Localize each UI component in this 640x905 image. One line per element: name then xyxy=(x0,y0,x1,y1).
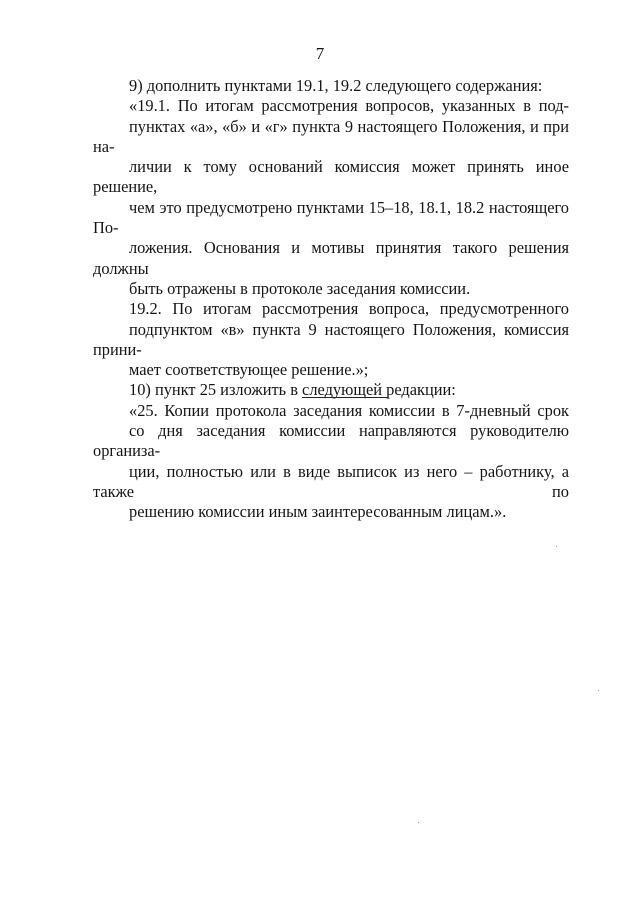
text-line: мает соответствующее решение.»; xyxy=(129,360,369,380)
text-line: ложения. Основания и мотивы принятия такого решения должны xyxy=(93,238,569,278)
text-line: пунктах «а», «б» и «г» пункта 9 настоящего Положения, и при на- xyxy=(93,116,569,156)
text-line: 19.2. По итогам рассмотрения вопроса, предусмотренного xyxy=(129,299,569,319)
paragraph-19-2 xyxy=(93,299,569,380)
scan-speck xyxy=(598,690,599,691)
document-body xyxy=(93,76,569,523)
paragraph-19-1 xyxy=(93,96,569,299)
text-line: решению комиссии иным заинтересованным лицам.». xyxy=(129,502,507,522)
text-line: 10) пункт 25 изложить в следующей редакции: xyxy=(129,380,456,400)
text-line: личии к тому оснований комиссия может принять иное решение, xyxy=(93,157,569,197)
text-line: «25. Копии протокола заседания комиссии в 7-дневный срок xyxy=(129,400,569,420)
text-line: «19.1. По итогам рассмотрения вопросов, указанных в под- xyxy=(129,96,569,116)
text-line: быть отражены в протоколе заседания комиссии. xyxy=(129,278,471,298)
text-line: со дня заседания комиссии направляются руководителю организа- xyxy=(93,421,569,461)
paragraph-25 xyxy=(93,401,569,523)
end-separator-line xyxy=(302,397,388,398)
scan-speck xyxy=(418,822,419,823)
text-line: ции, полностью или в виде выписок из него – работнику, а также по xyxy=(93,461,569,501)
text-line: подпунктом «в» пункта 9 настоящего Положения, комиссия прини- xyxy=(93,319,569,359)
paragraph-item-9 xyxy=(93,76,569,96)
page-number: 7 xyxy=(315,44,325,63)
scan-speck xyxy=(556,546,557,547)
text-line: чем это предусмотрено пунктами 15–18, 18.1, 18.2 настоящего По- xyxy=(93,197,569,238)
text-line: 9) дополнить пунктами 19.1, 19.2 следующего содержания: xyxy=(129,76,543,95)
